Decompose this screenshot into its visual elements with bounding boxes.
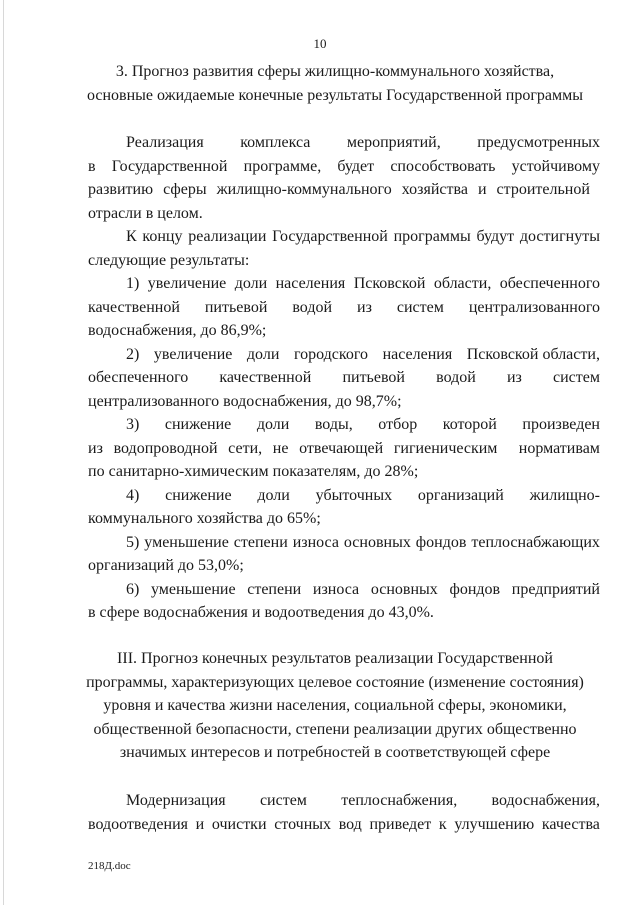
heading-line: уровня и качества жизни населения, социальной сферы, экономики, bbox=[103, 697, 567, 714]
body-text-section-iii bbox=[88, 789, 600, 836]
text-line: отрасли в целом. bbox=[88, 204, 203, 222]
text-line: из водопроводной сети, не отвечающей гигиеническим нормативам bbox=[88, 439, 600, 457]
list-item-6: 6) уменьшение степени износа основных фондов предприятий bbox=[126, 580, 600, 598]
list-item-5: 5) уменьшение степени износа основных фондов теплоснабжающих bbox=[126, 533, 600, 551]
heading-line: значимых интересов и потребностей в соответствующей сфере bbox=[119, 744, 551, 761]
text-line: организаций до 53,0%; bbox=[88, 557, 244, 574]
text-line: Модернизация систем теплоснабжения, водоснабжения, bbox=[126, 792, 600, 809]
heading-line: основные ожидаемые конечные результаты Государственной программы bbox=[86, 86, 584, 104]
text-line: централизованного водоснабжения, до 98,7%; bbox=[88, 392, 402, 410]
list-item-4: 4) снижение доли убыточных организаций жилищно- bbox=[126, 486, 600, 504]
text-line: качественной питьевой водой из систем централизованного bbox=[88, 298, 600, 316]
page-number: 10 bbox=[313, 36, 327, 51]
text-line: водоотведения и очистки сточных вод приведет к улучшению качества bbox=[88, 815, 600, 833]
text-line: в сфере водоснабжения и водоотведения до 43,0%. bbox=[88, 604, 434, 621]
text-line: К концу реализации Государственной программы будут достигнуты bbox=[126, 228, 600, 245]
body-text-section-3 bbox=[88, 131, 600, 625]
list-item-3: 3) снижение доли воды, отбор которой произведен bbox=[126, 416, 600, 433]
section-heading-3 bbox=[70, 60, 600, 107]
text-line: по санитарно-химическим показателям, до 28%; bbox=[88, 463, 419, 480]
text-line: Реализация комплекса мероприятий, предусмотренных bbox=[126, 134, 600, 151]
list-item-1: 1) увеличение доли населения Псковской области, обеспеченного bbox=[126, 275, 600, 292]
list-item-2: 2) увеличение доли городского населения Псковской области, bbox=[126, 345, 600, 363]
text-line: водоснабжения, до 86,9%; bbox=[88, 322, 267, 339]
heading-line: III. Прогноз конечных результатов реализации Государственной bbox=[117, 650, 553, 667]
heading-line: общественной безопасности, степени реализации других общественно bbox=[93, 720, 577, 738]
text-line: в Государственной программе, будет способствовать устойчивому bbox=[88, 157, 600, 175]
heading-line: 3. Прогноз развития сферы жилищно-коммунального хозяйства, bbox=[115, 63, 555, 80]
text-line: развитию сферы жилищно-коммунального хозяйства и строительной bbox=[88, 181, 590, 198]
heading-line: программы, характеризующих целевое состояние (изменение состояния) bbox=[86, 673, 584, 691]
section-heading-iii bbox=[70, 647, 600, 765]
text-line: коммунального хозяйства до 65%; bbox=[88, 510, 321, 527]
file-name-footer: 218Д.doc bbox=[88, 860, 131, 872]
scan-edge bbox=[3, 0, 4, 905]
text-line: обеспеченного качественной питьевой водой из систем bbox=[88, 369, 600, 386]
text-line: следующие результаты: bbox=[88, 251, 250, 269]
